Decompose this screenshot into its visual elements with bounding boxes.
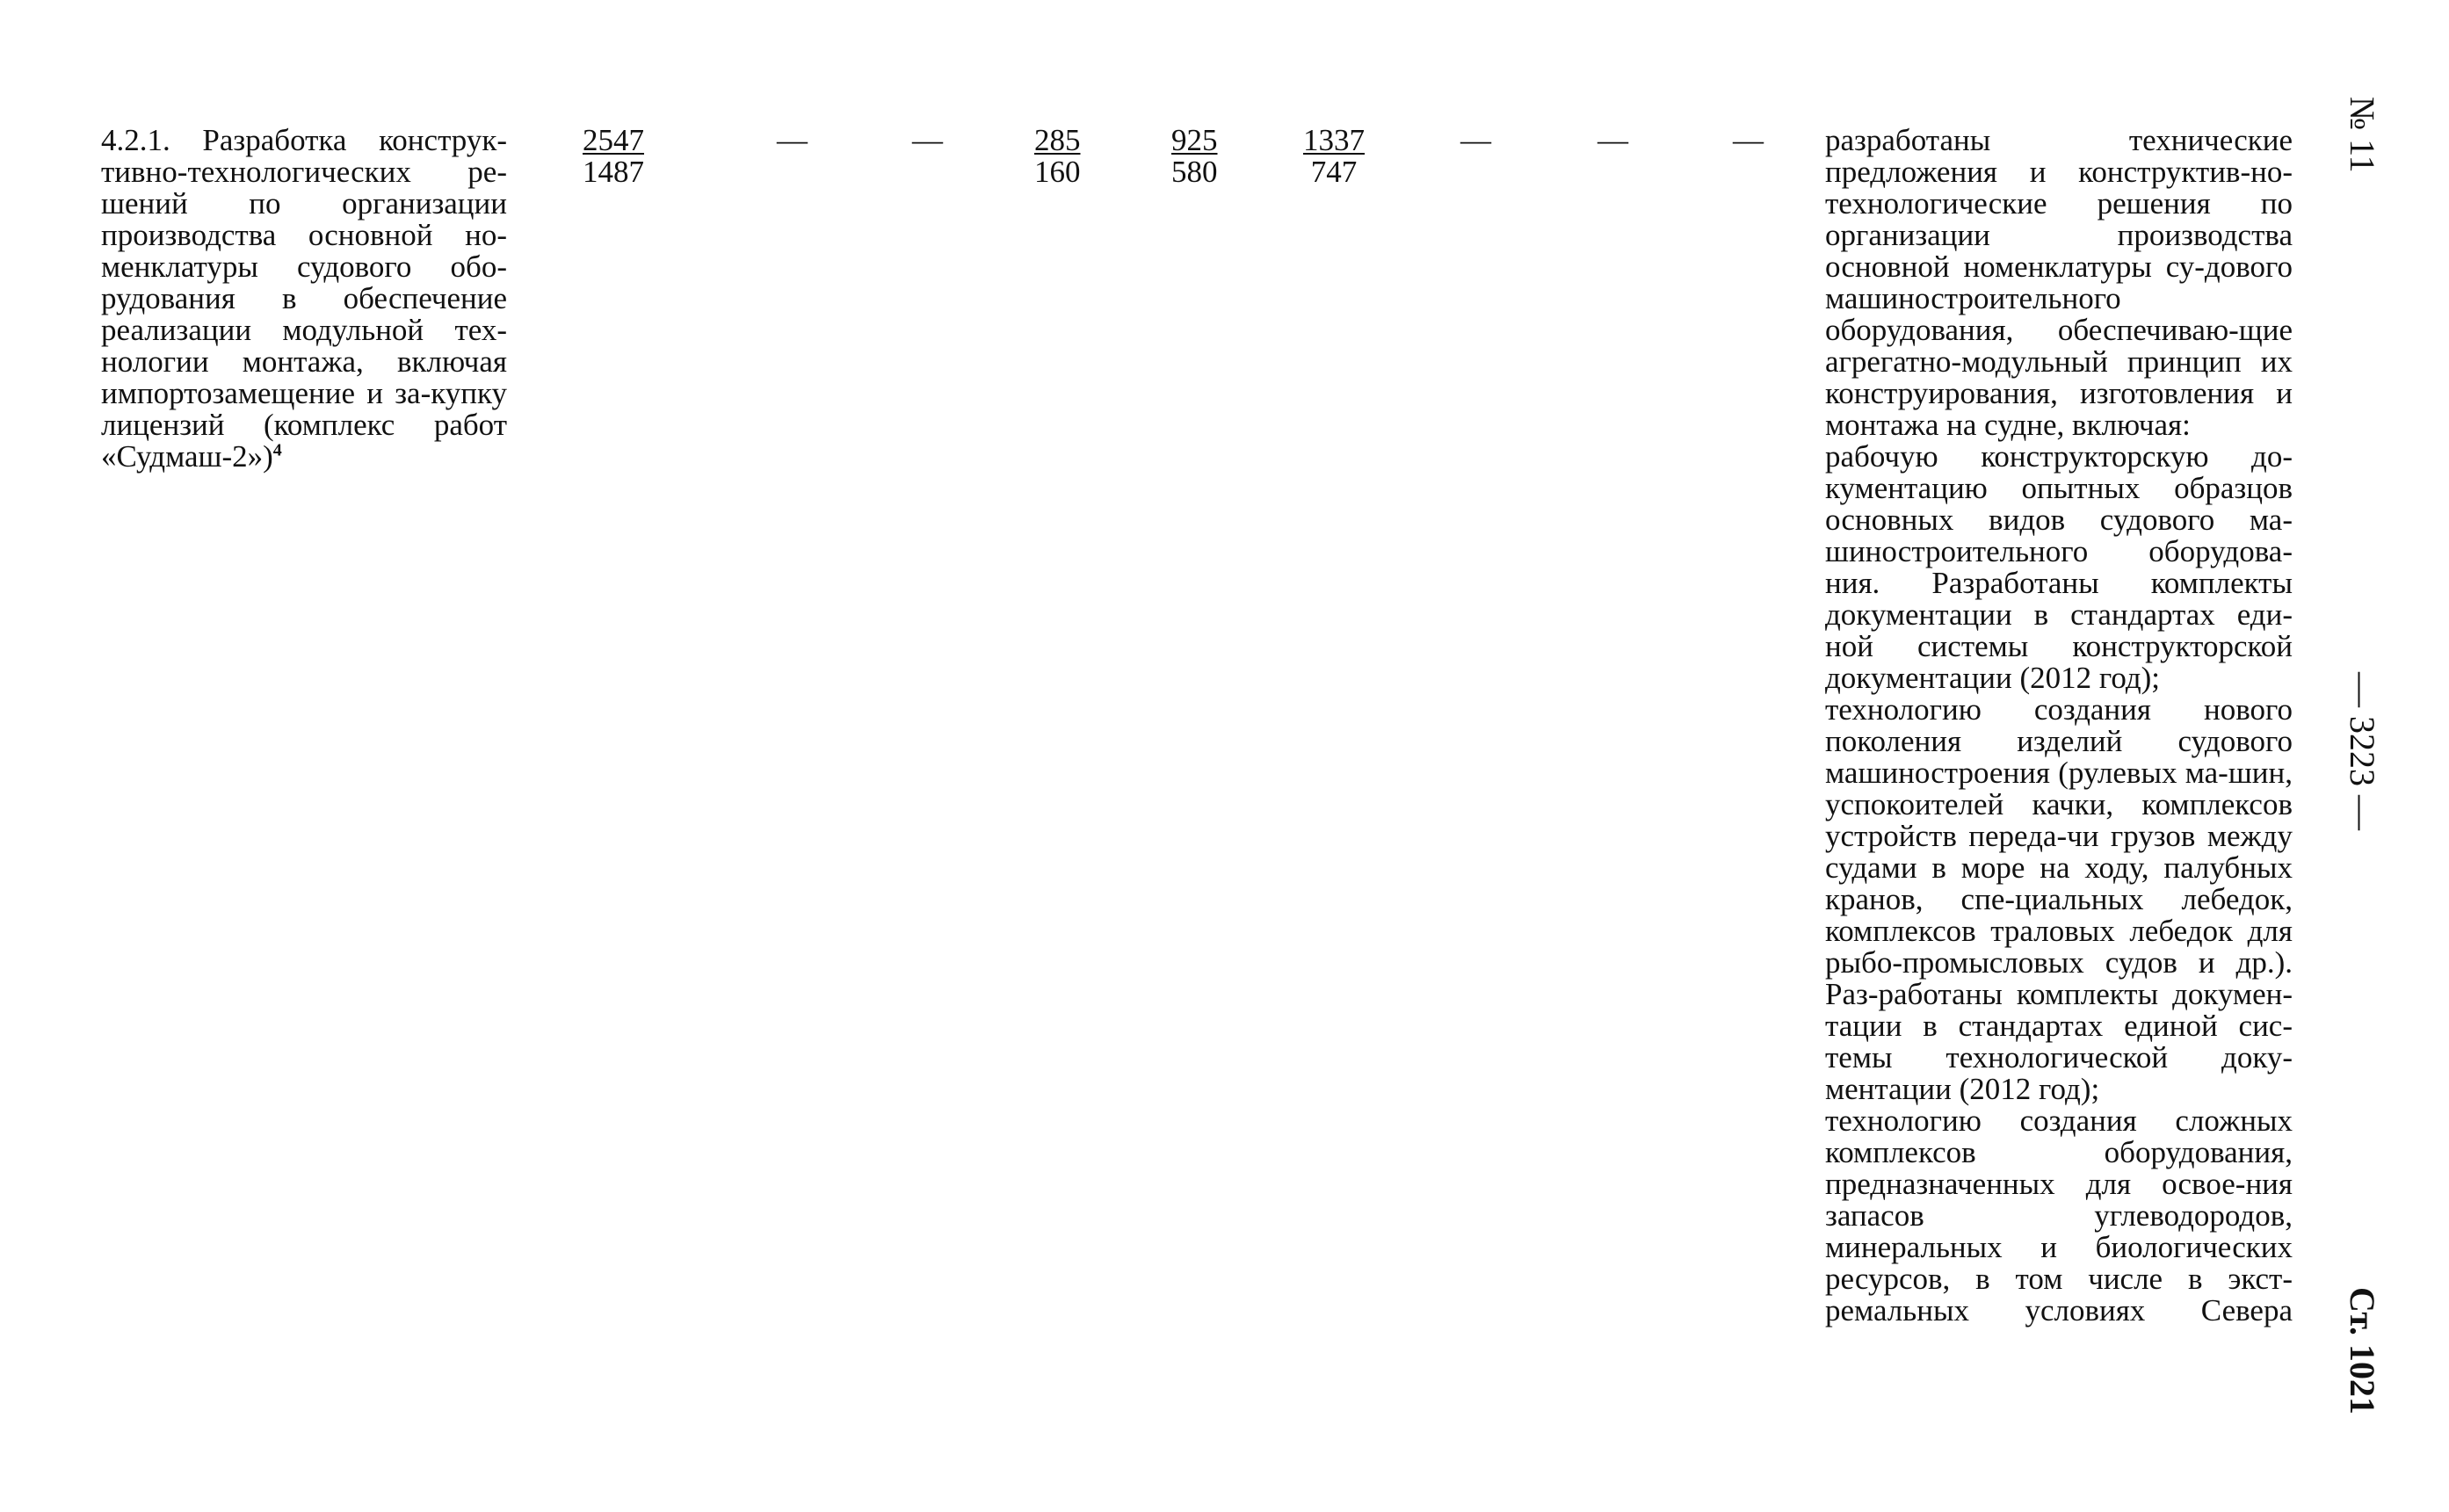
results-description: [1825, 125, 2293, 1327]
results-paragraph: разработаны технические предложения и конструктив-но-технологические решения по организации производства основной номенклатуры су-дового машиностроительного оборудования, обеспечиваю-щие агрегатно-модульный принцип их конструирования, изготовления и монтажа на судне, включая:: [1825, 123, 2293, 442]
cell-col4: [1034, 125, 1081, 188]
results-paragraph: рабочую конструкторскую до-кументацию опытных образцов основных видов судового ма-шиностроительного оборудова-ния. Разработаны комплекты документации в стандартах еди-ной системы конструкторской документации (2012 год);: [1825, 439, 2293, 695]
cell-col5: [1171, 125, 1218, 188]
cell-col8: —: [1598, 123, 1628, 157]
running-header: [2336, 97, 2388, 1414]
article-number: Ст. 1021: [2343, 1287, 2382, 1414]
footnote-mark: 4: [272, 440, 282, 460]
item-title: [101, 125, 507, 473]
cell-col3: —: [912, 123, 943, 157]
page-number: — 3223 —: [2343, 672, 2382, 830]
cell-col6: [1303, 125, 1365, 188]
results-paragraph: технологию создания нового поколения изделий судового машиностроения (рулевых ма-шин, успокоителей качки, комплексов устройств переда-чи грузов между судами в море на ходу, палубных кранов, спе-циальных лебедок, комплексов траловых лебедок для рыбо-промысловых судов и др.). Раз-работаны комплекты докумен-тации в стандартах единой сис-темы технологической доку-ментации (2012 год);: [1825, 692, 2293, 1106]
item-title-text: 4.2.1. Разработка конструк-тивно-технологических ре-шений по организации производства основной но-менклатуры судового обо-рудования в обеспечение реализации модульной тех-нологии монтажа, включая импортозамещение и за-купку лицензий (комплекс работ «Судмаш-2»): [101, 123, 507, 474]
cell-col4-denominator: 160: [1034, 155, 1081, 189]
cell-col5-numerator: 925: [1171, 123, 1218, 157]
cell-col7: —: [1460, 123, 1491, 157]
issue-number: № 11: [2343, 97, 2382, 173]
cell-total-denominator: 1487: [583, 155, 644, 189]
cell-col4-numerator: 285: [1034, 123, 1081, 157]
cell-col2: —: [777, 123, 808, 157]
cell-col6-denominator: 747: [1310, 155, 1358, 189]
results-paragraph: технологию создания сложных комплексов оборудования, предназначенных для освое-ния запасов углеводородов, минеральных и биологических ресурсов, в том числе в экст-ремальных условиях Севера: [1825, 1103, 2293, 1328]
cell-col6-numerator: 1337: [1303, 123, 1365, 157]
cell-total-numerator: 2547: [583, 123, 644, 157]
cell-total: [583, 125, 644, 188]
cell-col9: —: [1733, 123, 1764, 157]
cell-col5-denominator: 580: [1171, 155, 1218, 189]
